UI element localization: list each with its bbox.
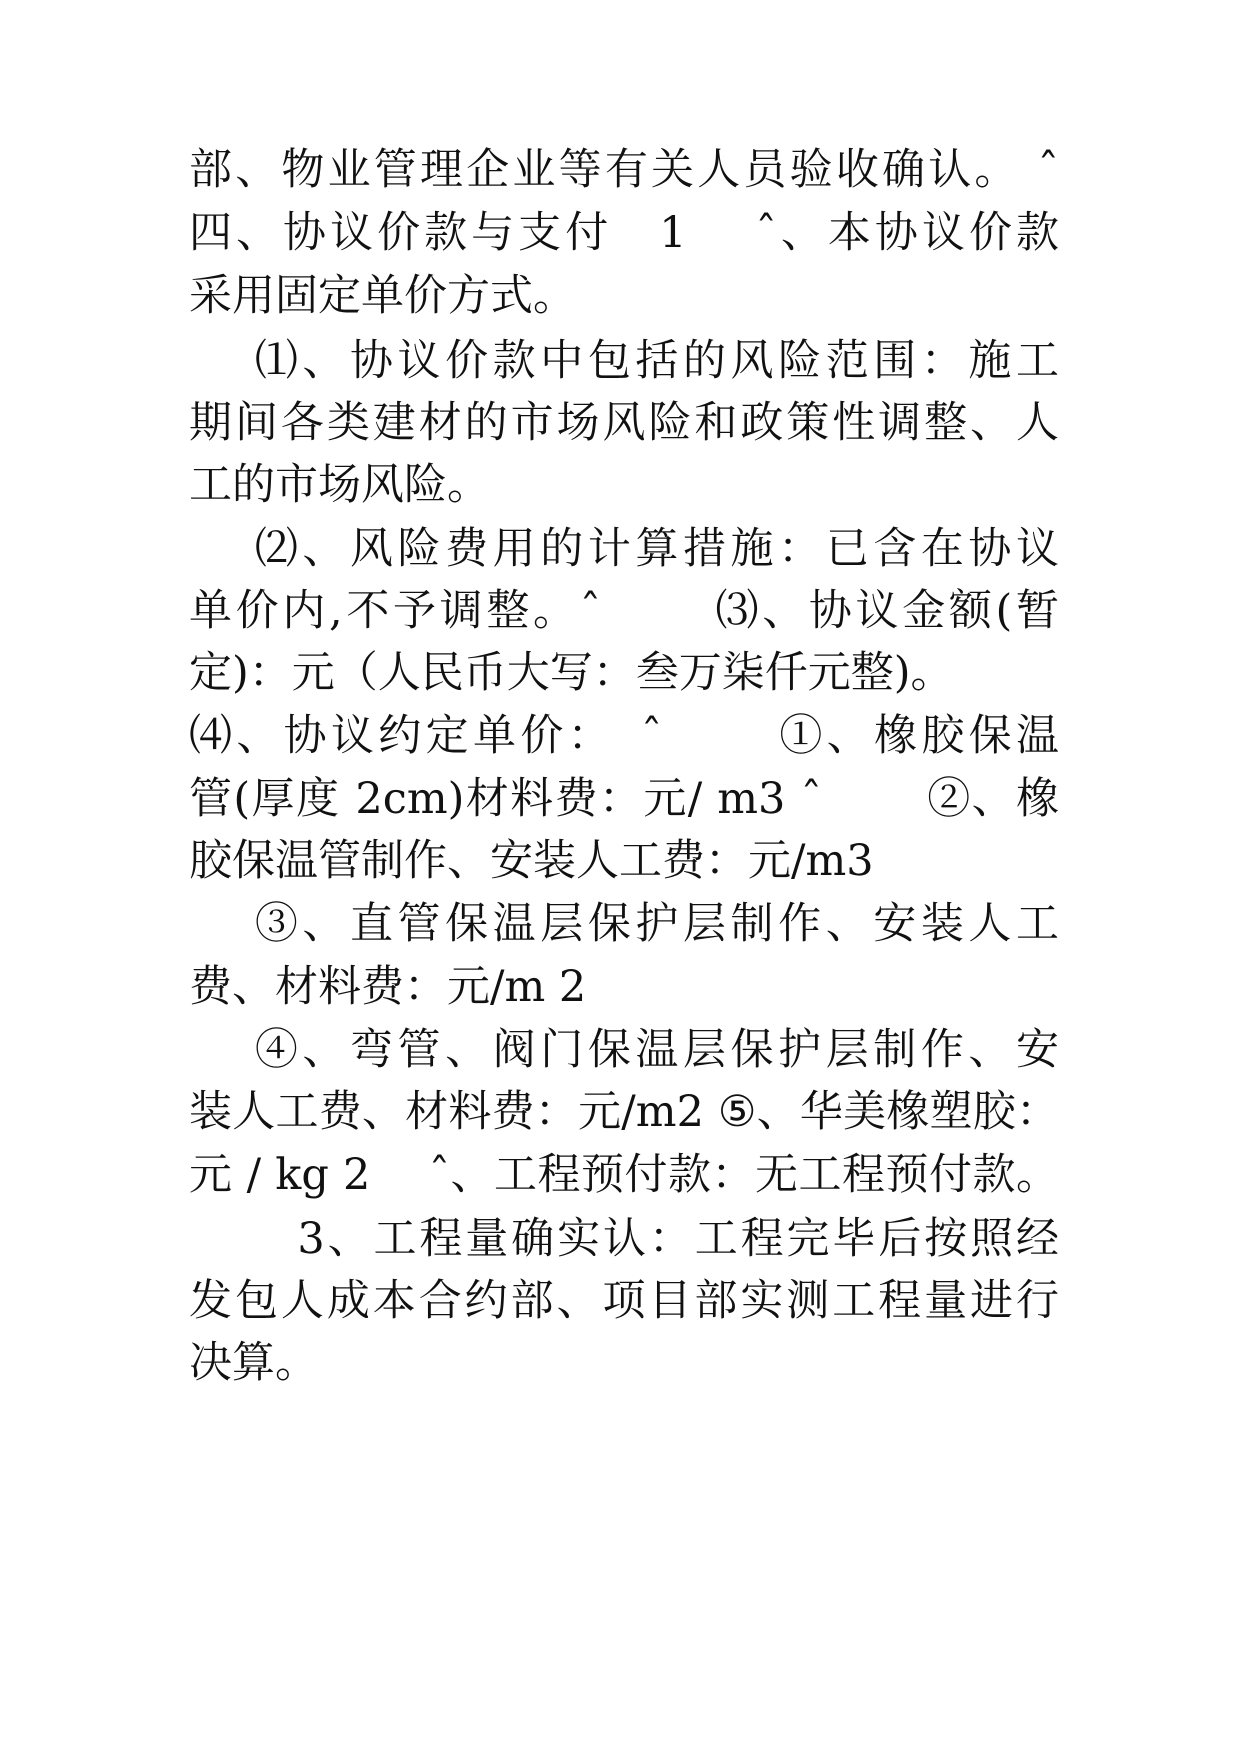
text-line-17: 元 / kg 2 ˆ、工程预付款：无工程预付款。: [189, 1150, 1059, 1200]
text-line-4: ⑴、协议价款中包括的风险范围：施工: [189, 336, 1059, 386]
text-line-13: ③、直管保温层保护层制作、安装人工: [189, 899, 1059, 949]
text-line-10: ⑷、协议约定单价： ˆ ①、橡胶保温: [189, 711, 1059, 761]
text-line-2: 四、协议价款与支付 1 ˆ、本协议价款: [189, 208, 1059, 258]
text-line-20: 决算。: [189, 1338, 318, 1388]
text-line-19: 发包人成本合约部、项目部实测工程量进行: [189, 1276, 1059, 1326]
text-line-18: 3、工程量确实认：工程完毕后按照经: [189, 1214, 1059, 1264]
text-line-1: 部、物业管理企业等有关人员验收确认。 ˆ: [189, 145, 1059, 195]
text-line-3: 采用固定单价方式。: [189, 271, 576, 321]
text-line-7: ⑵、风险费用的计算措施：已含在协议: [189, 524, 1059, 574]
text-line-15: ④、弯管、阀门保温层保护层制作、安: [189, 1025, 1059, 1075]
text-line-14: 费、材料费：元/m 2: [189, 962, 587, 1012]
text-line-6: 工的市场风险。: [189, 460, 490, 510]
text-line-9: 定)：元（人民币大写：叁万柒仟元整)。: [189, 648, 954, 698]
text-line-12: 胶保温管制作、安装人工费：元/m3: [189, 836, 874, 886]
text-line-11: 管(厚度 2cm)材料费：元/ m3 ˆ ②、橡: [189, 774, 1059, 824]
text-line-16: 装人工费、材料费：元/m2 ⑤、华美橡塑胶：: [189, 1087, 1059, 1137]
text-line-5: 期间各类建材的市场风险和政策性调整、人: [189, 398, 1059, 448]
text-line-8: 单价内,不予调整。ˆ ⑶、协议金额(暂: [189, 586, 1059, 636]
